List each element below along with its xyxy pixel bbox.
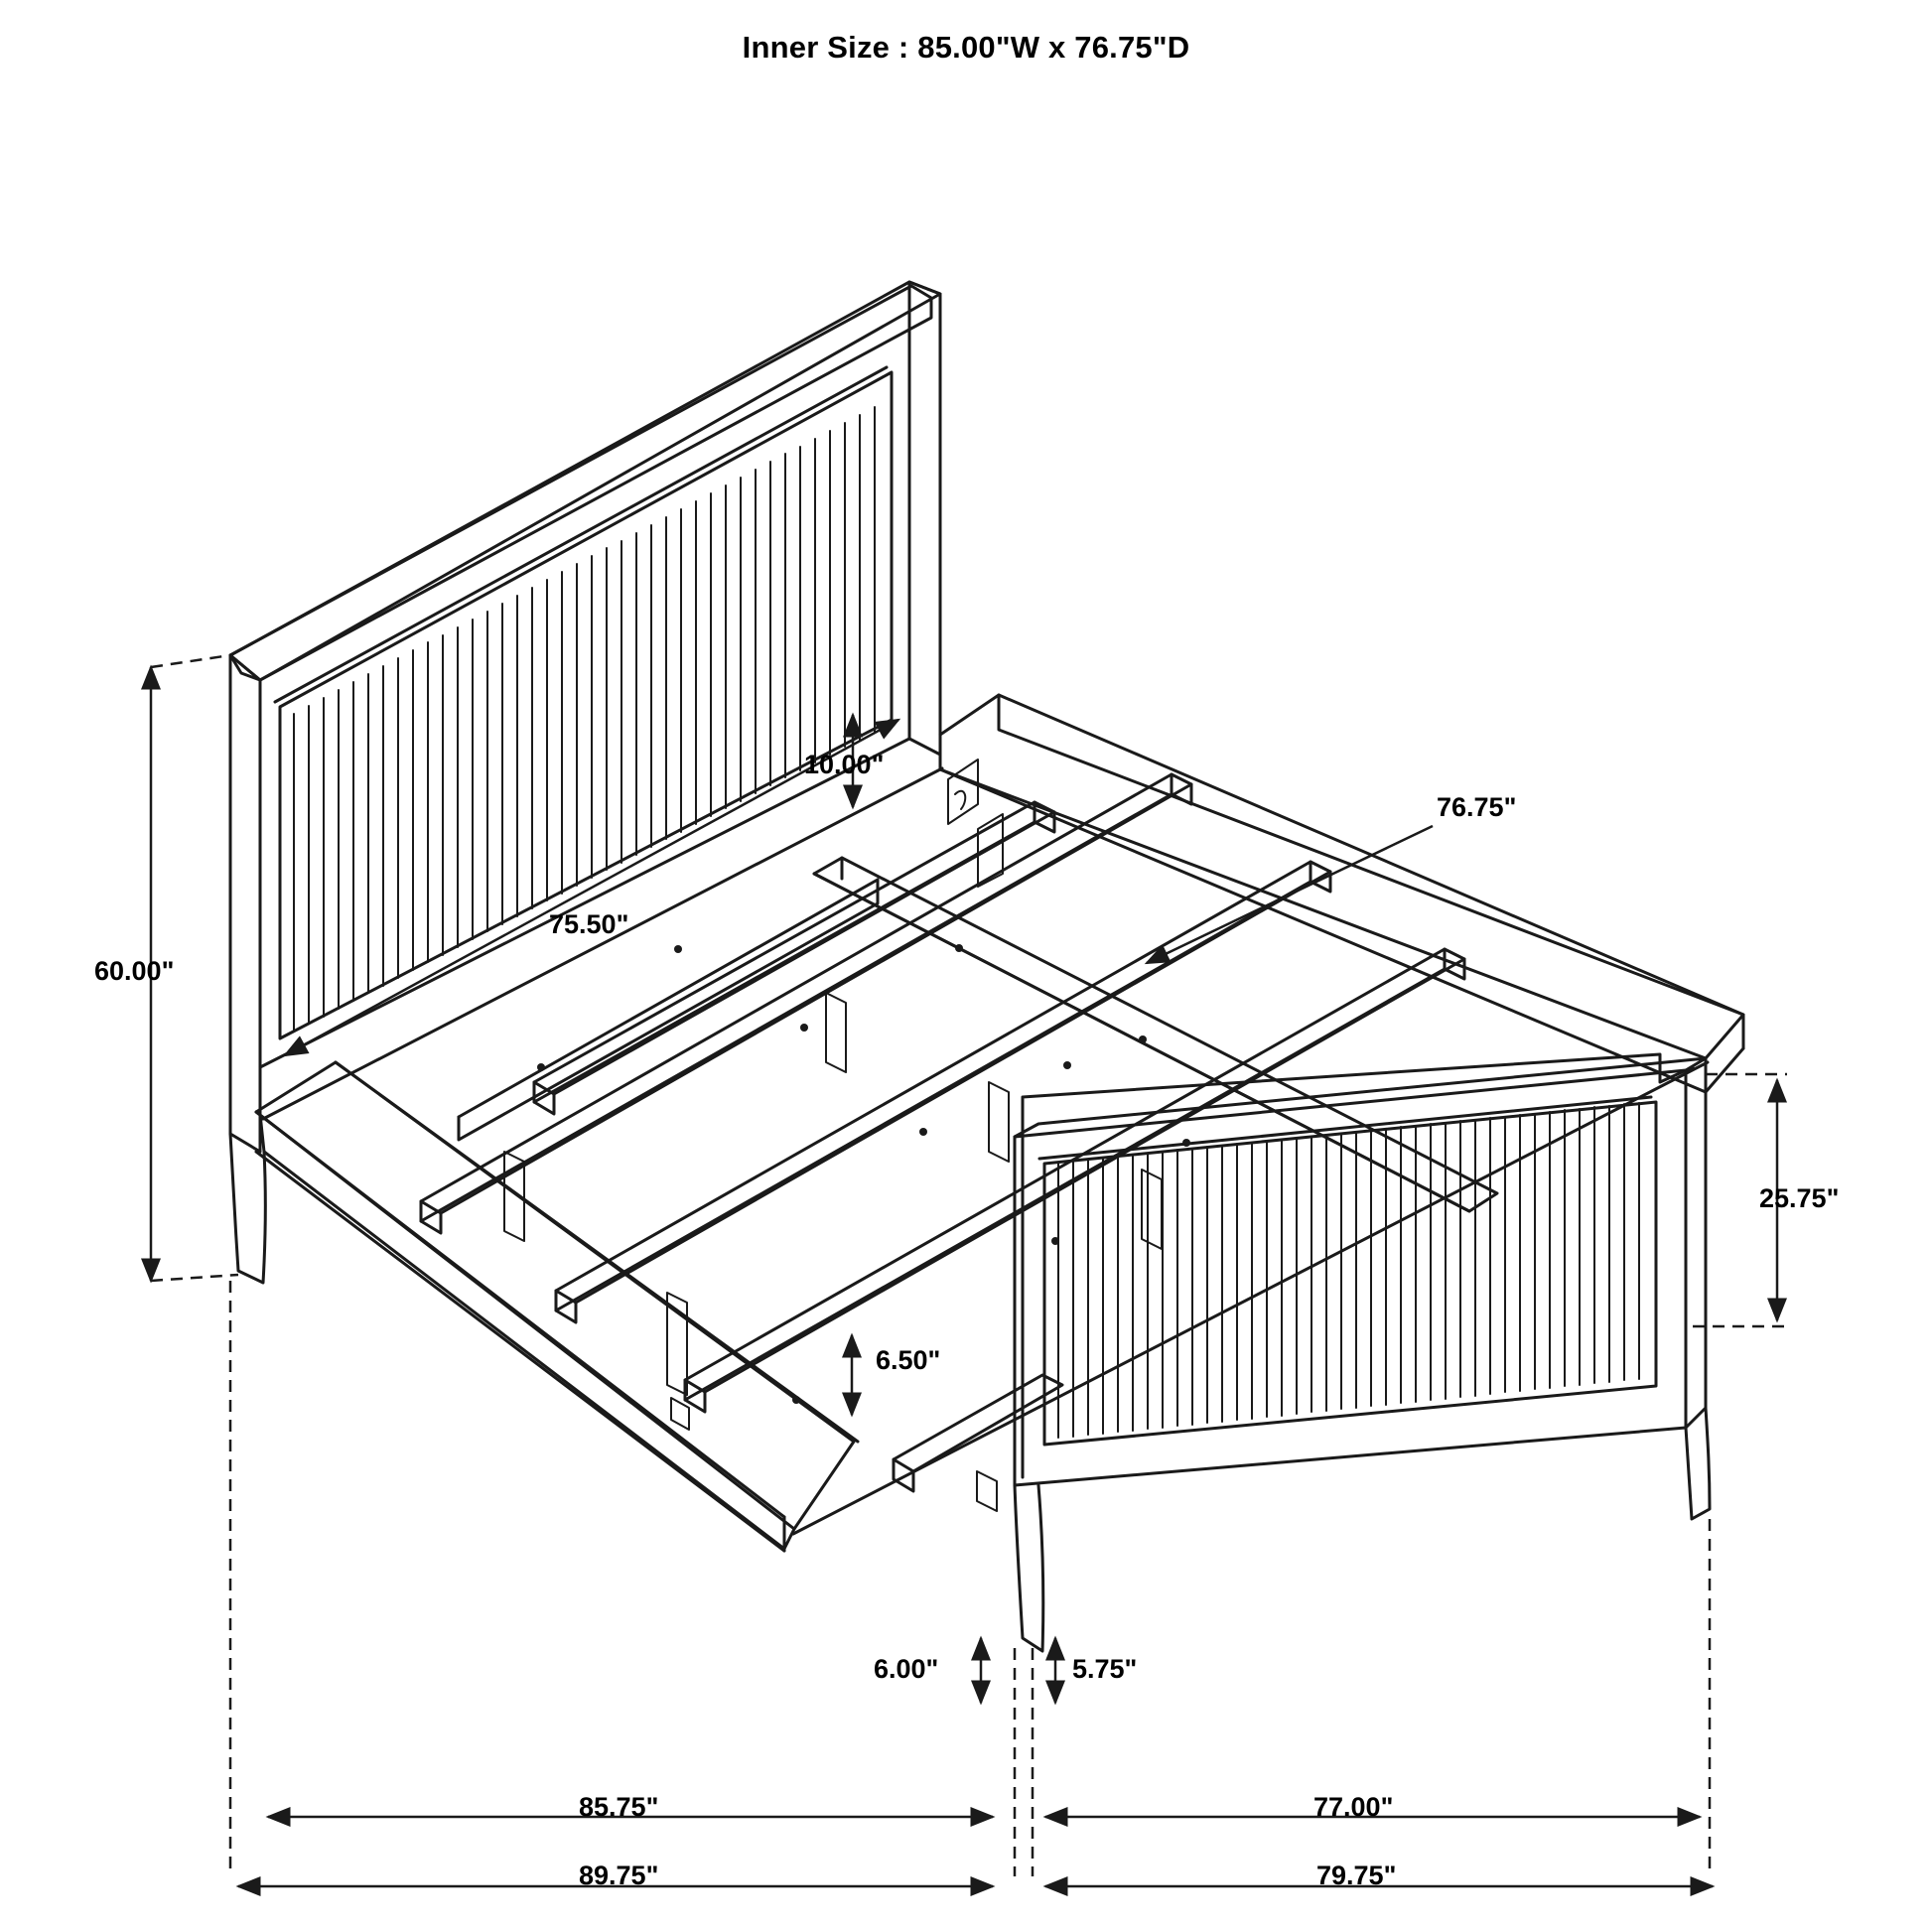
dim-inner-depth: 76.75": [1437, 792, 1517, 822]
dim-headboard-clearance: 10.00": [804, 750, 885, 779]
dim-slat-height: 6.50": [876, 1345, 941, 1375]
dim-floor-clearance: 6.00": [874, 1654, 939, 1684]
dim-overall-width-inner: 77.00": [1313, 1792, 1394, 1822]
dim-rail-clearance: 5.75": [1072, 1654, 1138, 1684]
bed-outline: [230, 282, 1743, 1651]
page-title: Inner Size : 85.00"W x 76.75"D: [742, 30, 1190, 65]
dim-overall-width-outer: 79.75": [1316, 1861, 1397, 1890]
dim-inner-width: 75.50": [549, 909, 629, 939]
dim-overall-length-outer: 89.75": [579, 1861, 659, 1890]
dim-overall-length-inner: 85.75": [579, 1792, 659, 1822]
dim-headboard-height: 60.00": [94, 956, 175, 986]
dim-footboard-height: 25.75": [1759, 1183, 1840, 1213]
